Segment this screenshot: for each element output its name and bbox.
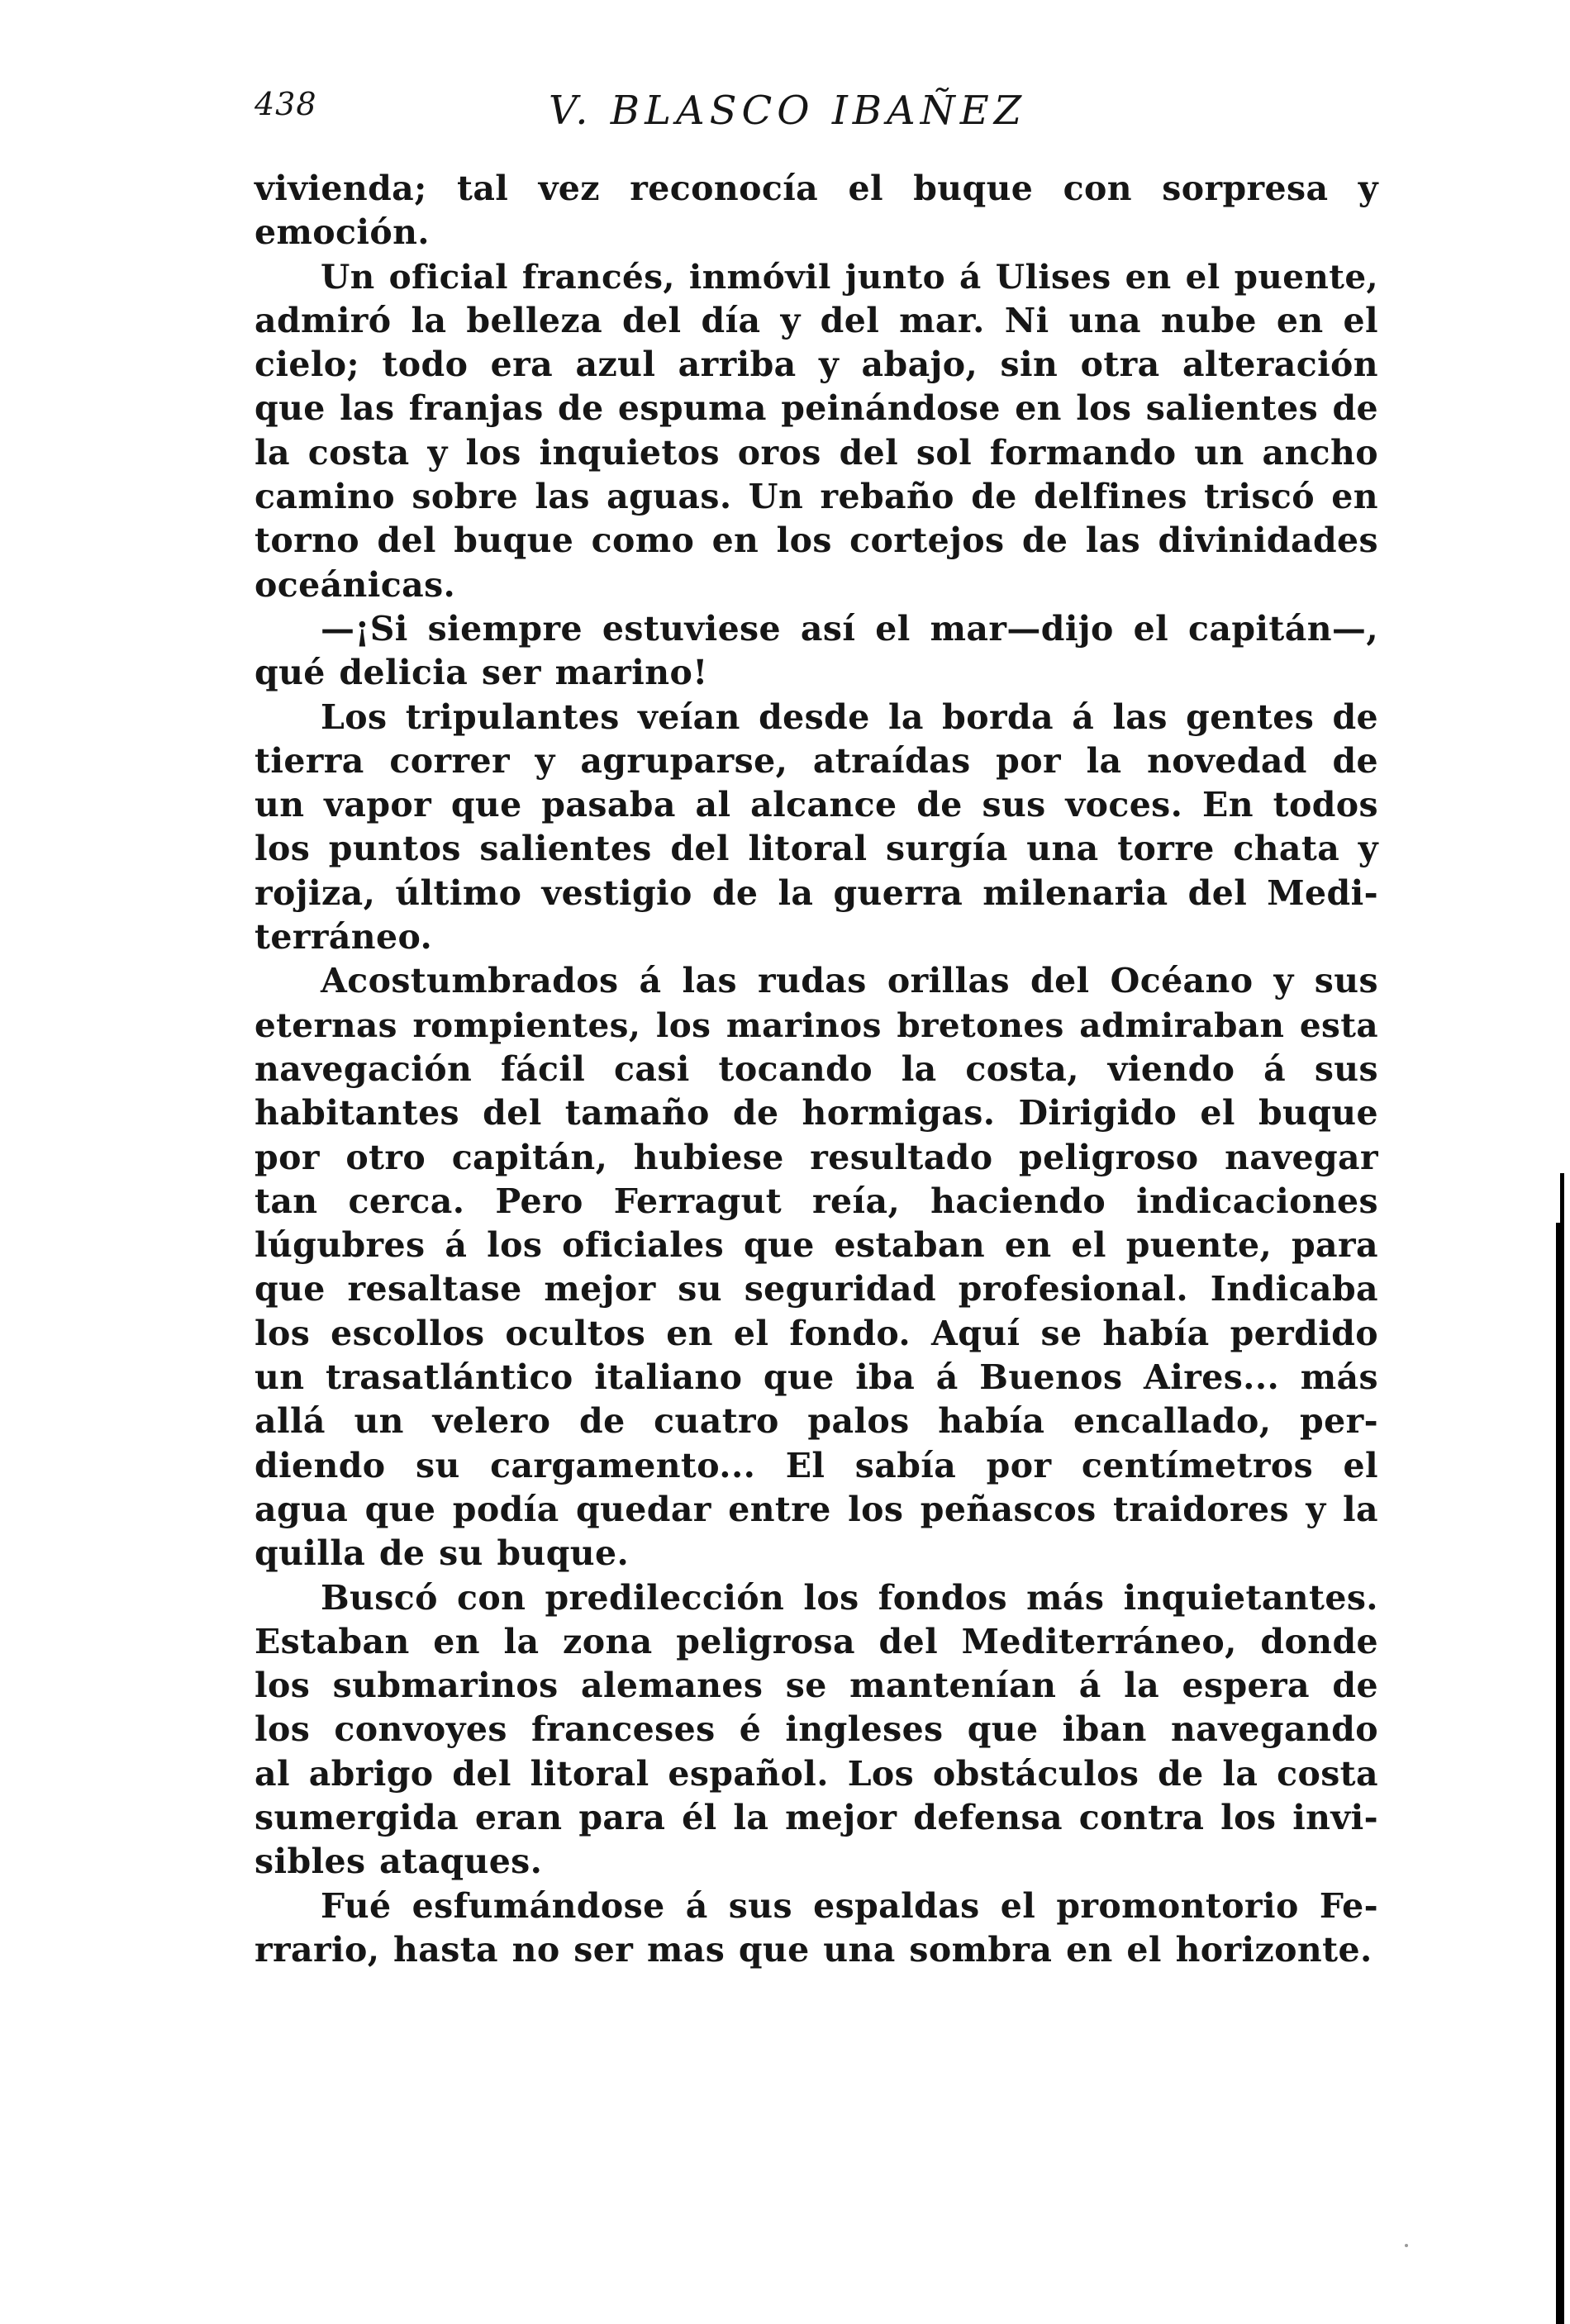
text-line: emoción. xyxy=(255,212,430,253)
text-line: un trasatlántico italiano que iba á Buenos Aires... más xyxy=(255,1357,1378,1398)
text-line: los submarinos alemanes se mantenían á la espera de xyxy=(255,1666,1378,1706)
text-line: por otro capitán, hubiese resultado peligroso navegar xyxy=(255,1137,1378,1177)
text-line: Fué esfumándose á sus espaldas el promontorio Fe- xyxy=(321,1885,1378,1926)
text-line: que las franjas de espuma peinándose en los salientes de xyxy=(255,388,1378,429)
text-line: rrario, hasta no ser mas que una sombra en el horizonte. xyxy=(255,1929,1373,1970)
text-line: tierra correr y agruparse, atraídas por la novedad de xyxy=(255,740,1378,781)
text-line: Estaban en la zona peligrosa del Mediterráneo, donde xyxy=(255,1621,1378,1661)
text-line: Un oficial francés, inmóvil junto á Ulises en el puente, xyxy=(321,256,1378,297)
text-line: diendo su cargamento... El sabía por centímetros el xyxy=(255,1445,1378,1485)
text-line: allá un velero de cuatro palos había encallado, per- xyxy=(255,1401,1378,1442)
text-body xyxy=(255,167,1378,2009)
text-line: oceánicas. xyxy=(255,564,456,605)
paragraph xyxy=(255,1884,1378,1973)
text-line: cielo; todo era azul arriba y abajo, sin otra alteración xyxy=(255,345,1378,385)
text-line: Buscó con predilección los fondos más inquietantes. xyxy=(321,1577,1378,1618)
text-line: sibles ataques. xyxy=(255,1842,543,1882)
text-line: un vapor que pasaba al alcance de sus voces. En todos xyxy=(255,785,1378,825)
running-title: V. BLASCO IBAÑEZ xyxy=(549,88,1027,134)
text-line: los convoyes franceses é ingleses que iban navegando xyxy=(255,1709,1378,1750)
text-line: los puntos salientes del litoral surgía una torre chata y xyxy=(255,829,1378,869)
text-line: la costa y los inquietos oros del sol formando un ancho xyxy=(255,432,1378,473)
text-line: lúgubres á los oficiales que estaban en el puente, para xyxy=(255,1225,1378,1266)
paragraph xyxy=(255,255,1378,607)
margin-rule-top xyxy=(1560,1173,1564,1223)
text-line: qué delicia ser marino! xyxy=(255,653,708,693)
page-header xyxy=(255,86,1378,144)
paper-speck xyxy=(1405,2244,1408,2247)
text-line: sumergida eran para él la mejor defensa contra los invi- xyxy=(255,1797,1378,1837)
text-line: tan cerca. Pero Ferragut reía, haciendo indicaciones xyxy=(255,1181,1378,1221)
text-line: quilla de su buque. xyxy=(255,1533,630,1574)
text-line: admiró la belleza del día y del mar. Ni una nube en el xyxy=(255,300,1378,340)
text-line: los escollos ocultos en el fondo. Aquí se había perdido xyxy=(255,1313,1378,1353)
text-line: camino sobre las aguas. Un rebaño de delfines triscó en xyxy=(255,477,1378,517)
text-line: agua que podía quedar entre los peñascos traidores y la xyxy=(255,1489,1378,1529)
page-number: 438 xyxy=(255,86,317,122)
text-line: eternas rompientes, los marinos bretones admiraban esta xyxy=(255,1005,1378,1045)
paragraph xyxy=(255,696,1378,960)
text-line: que resaltase mejor su seguridad profesional. Indicaba xyxy=(255,1269,1378,1309)
text-line: vivienda; tal vez reconocía el buque con sorpresa y xyxy=(255,169,1378,208)
text-line: al abrigo del litoral español. Los obstáculos de la costa xyxy=(255,1753,1378,1794)
text-line: habitantes del tamaño de hormigas. Dirigido el buque xyxy=(255,1093,1378,1133)
text-line: torno del buque como en los cortejos de las divinidades xyxy=(255,520,1378,561)
paragraph xyxy=(255,1576,1378,1884)
text-line: Acostumbrados á las rudas orillas del Océano y sus xyxy=(321,961,1378,1001)
text-line: terráneo. xyxy=(255,917,433,958)
paragraph xyxy=(255,607,1378,696)
text-line: rojiza, último vestigio de la guerra milenaria del Medi- xyxy=(255,872,1378,913)
text-line: —¡Si siempre estuviese así el mar—dijo el capitán—, xyxy=(321,608,1378,649)
margin-rule xyxy=(1556,1223,1564,2324)
text-line: Los tripulantes veían desde la borda á las gentes de xyxy=(321,696,1378,737)
paragraph xyxy=(255,959,1378,1575)
paragraph xyxy=(255,167,1378,255)
text-line: navegación fácil casi tocando la costa, viendo á sus xyxy=(255,1048,1378,1089)
